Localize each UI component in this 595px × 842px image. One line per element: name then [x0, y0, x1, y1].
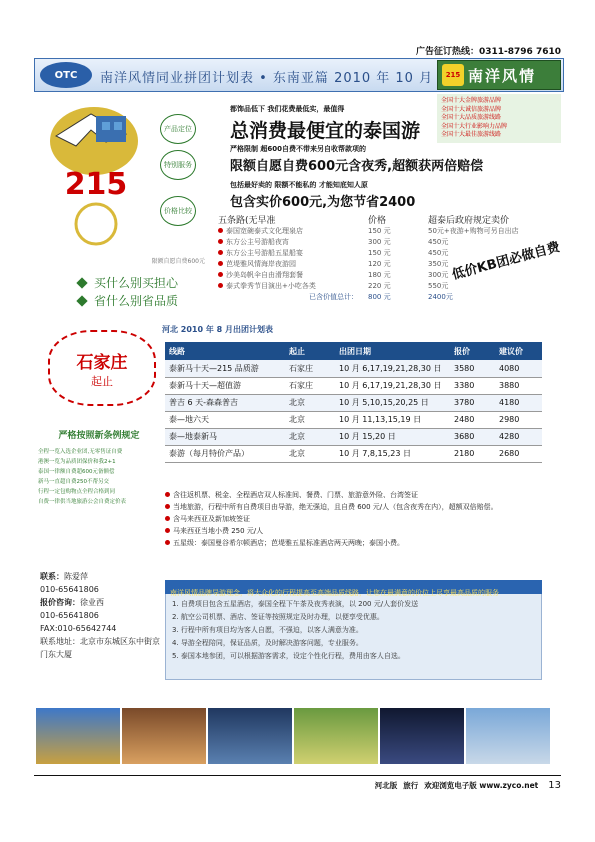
tag-comparison: 价格比较 [160, 196, 196, 226]
award-list [437, 94, 561, 143]
promo-line2-small: 严格限制 超600自费不带来另自收帮款项的 [230, 145, 367, 153]
brand-logo [437, 60, 561, 90]
rules-title: 严格按照新条例规定 [58, 431, 140, 441]
notes-list [165, 490, 542, 550]
page-title: 南洋风情同业拼团计划表 • 东南亚篇 2010 年 10 月 [100, 71, 434, 86]
promo-line2: 限额自愿自费600元含夜秀,超额获两倍赔偿 [230, 159, 484, 174]
otc-logo: OTC [40, 62, 92, 88]
price-row: 东方公主号游船五星船宴 150 元 450元 [218, 248, 543, 259]
diamond-icon [76, 277, 87, 288]
footer-link: 欢迎浏览电子版 www.zyco.net [424, 781, 539, 790]
emblem-number: 215 [64, 167, 128, 202]
note-item: 五星级：泰国曼谷希尔顿酒店；芭堤雅五星标准酒店两天两晚；泰国小费。 [165, 538, 542, 549]
lighthouse-photo [208, 708, 292, 764]
price-row: 沙美岛帆伞自由滑翔套餐 180 元 300元 [218, 270, 543, 281]
stamp-text: 低价KB团必做自费 [450, 239, 562, 284]
price-row: 东方公主号游船夜宵 300 元 450元 [218, 237, 543, 248]
award-item: 全国十大品质旅游线路 [441, 114, 502, 121]
page-footer [34, 775, 561, 791]
departure-city-badge [48, 330, 156, 406]
note-item: 含马来西亚及新加坡签证 [165, 514, 542, 525]
tag-service: 特别服务 [160, 150, 196, 180]
price-total: 已含价值总计： 800 元 2400元 [309, 293, 453, 301]
city-name: 石家庄 [76, 352, 128, 373]
service-item: 1. 自费项目包含五星酒店，泰国全程下午茶及夜秀表演，以 200 元/人套价发送 [172, 600, 419, 608]
city-sub: 起止 [91, 374, 113, 388]
note-item: 含往返机票、税金、全程酒店双人标准间、餐费、门票、旅游意外险、台湾签证 [165, 490, 542, 501]
eagle-emblem [36, 96, 156, 246]
service-item: 4. 导游全程陪同，保证品质，及时解决游客问题，专业服务。 [172, 639, 363, 647]
table-row: 泰—地泰新马 北京 10 月 15,20 日 3680 4280 [165, 428, 542, 445]
footer-edition: 河北版 [374, 781, 398, 790]
footer-mid: 旅行 [403, 781, 419, 790]
service-item: 3. 行程中所有项目均为客人自愿，不强迫，以客人满意为准。 [172, 626, 363, 634]
promo-line3-small: 包括最好卖的 限额不能私的 才能知底知人原 [230, 181, 368, 189]
brand-mark: 215 [442, 64, 464, 86]
note-item: 当地旅游，行程中所有自费项目由导游，绝无强迫，且自费 600 元/人（包含夜秀在内），超额双倍赔偿。 [165, 502, 542, 513]
award-item: 全国十大最佳旅游线路 [441, 131, 502, 138]
plan-heading: 河北 2010 年 8 月出团计划表 [162, 324, 542, 338]
photo-strip [36, 708, 550, 764]
rule-item: 行程一定包购物点全程合格到同 [38, 489, 116, 495]
slogan-item: 买什么别买担心 [78, 274, 178, 292]
rules-panel [38, 428, 160, 507]
rule-item: 港澳一览为品质团保价和我2+1 [38, 459, 116, 465]
note-item: 马来西亚当地小费 250 元/人 [165, 526, 542, 537]
service-item: 2. 航空公司机票、酒店、签证等按照规定及时办理，以便享受优惠。 [172, 613, 384, 621]
side-note: 限额自愿自费600元 [151, 258, 205, 265]
award-item: 全国十大金牌旅游品牌 [441, 97, 502, 104]
night-city-photo [380, 708, 464, 764]
promo-headline: 总消费最便宜的泰国游 [230, 120, 421, 142]
table-row: 泰新马十天—超值游 石家庄 10 月 6,17,19,21,28,30 日 3380 3880 [165, 377, 542, 394]
tower-photo [466, 708, 550, 764]
slogan-list [78, 274, 178, 310]
price-row: 芭堤雅风情海岸夜游园 120 元 350元 [218, 259, 543, 270]
tag-positioning: 产品定位 [160, 114, 196, 144]
table-row: 泰新马十天—215 品质游 石家庄 10 月 6,17,19,21,28,30 日 3580 4080 [165, 360, 542, 377]
ad-hotline: 广告征订热线：0311-8796 7610 [415, 47, 561, 57]
festival-photo [294, 708, 378, 764]
rule-item: 新马一直超自费250不帮另交 [38, 479, 109, 485]
award-item: 全国十大诚信旅游品牌 [441, 105, 502, 113]
rule-item: 泰国一律额自费超600元备额偿 [38, 469, 115, 475]
contact-info: 联系：陈爱萍 010-65641806 报价咨询：徐业西 010-65641806 FAX:010-65642744 联系地址：北京市东城区东中街京门东大厦 [40, 572, 160, 659]
page-number: 13 [548, 780, 561, 791]
service-lines [172, 598, 537, 663]
diamond-icon [76, 295, 87, 306]
service-banner: 南洋风情品牌导游理念，将大众化的行程提高至高端品质线路，让您在最满意的价位上尽享最高品质的服务 [165, 580, 542, 594]
promo-line1-small: 都饰品低下 我们花费最低实，最值得 [230, 105, 345, 113]
table-row: 普吉 6 天-森森普吉 北京 10 月 5,10,15,20,25 日 3780 4180 [165, 394, 542, 411]
seal-icon [76, 204, 116, 244]
promo-line3: 包含实价600元,为您节省2400 [230, 195, 416, 210]
dancers-photo [122, 708, 206, 764]
table-header-row: 线路 起止 出团日期 报价 建议价 [165, 342, 542, 360]
service-item: 5. 泰国本地参团，可以根据游客需求，设定个性化行程，费用由客人自选。 [172, 652, 405, 660]
tour-schedule-table [165, 342, 542, 463]
price-table-header: 五条路(无早准 价格 超泰后政府规定卖价 [218, 216, 510, 226]
rule-item: 自费一律供当地旅游公会自费定价表 [38, 499, 127, 505]
table-row: 泰游（每月特价产品） 北京 10 月 7,8,15,23 日 2180 2680 [165, 445, 542, 462]
temple-photo [36, 708, 120, 764]
table-row: 泰—地六天 北京 10 月 11,13,15,19 日 2480 2980 [165, 411, 542, 428]
award-item: 全国十大行业影响力品牌 [441, 122, 508, 130]
slogan-item: 省什么别省品质 [78, 292, 178, 310]
price-row: 泰国宽碗泰式文化理泉店 150 元 50元+夜游+购物可另自出店 [218, 226, 543, 237]
price-row: 泰式拳秀节目演出+小吃各类 220 元 550元 [218, 281, 543, 292]
brand-name: 南洋风情 [468, 66, 537, 85]
rule-item: 全程一览入选企业团,无零售证自费 [38, 449, 123, 455]
